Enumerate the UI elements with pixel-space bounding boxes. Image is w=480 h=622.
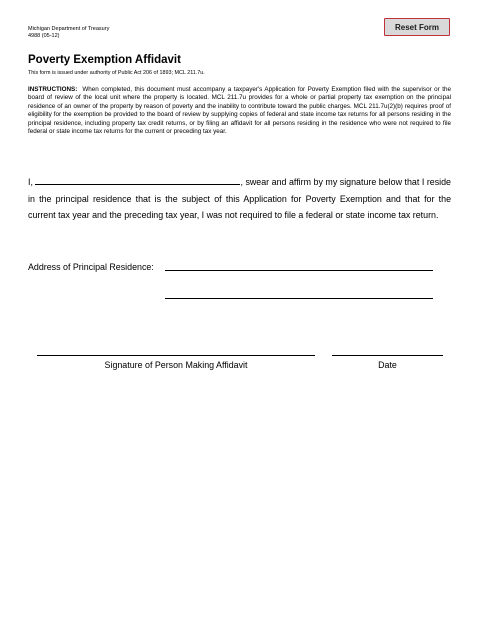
affirm-prefix: I, [28, 177, 33, 187]
address-label: Address of Principal Residence: [28, 262, 154, 272]
instructions-paragraph [28, 86, 451, 136]
name-field[interactable] [35, 175, 240, 185]
agency-name: Michigan Department of Treasury [28, 26, 110, 32]
instructions-label: INSTRUCTIONS: [28, 86, 78, 93]
affirmation-paragraph [28, 174, 451, 224]
date-field[interactable] [332, 355, 443, 356]
signature-label: Signature of Person Making Affidavit [104, 360, 248, 370]
authority-note: This form is issued under authority of Public Act 206 of 1893; MCL 211.7u. [28, 70, 205, 76]
date-label: Date [378, 360, 397, 370]
page-title: Poverty Exemption Affidavit [28, 54, 181, 66]
form-header-info [28, 26, 109, 40]
reset-form-button[interactable]: Reset Form [384, 18, 450, 36]
address-field-line-2[interactable] [165, 298, 433, 299]
form-number: 4988 (05-12) [28, 33, 60, 39]
address-field-line-1[interactable] [165, 270, 433, 271]
affirm-text: , swear and affirm by my signature below that I reside in the principal residence that is the subject of this Application for Poverty Exemption and that for the current tax year and the preceding tax year, I was not required to file a federal or state income tax return. [28, 177, 451, 220]
instructions-text: When completed, this document must accompany a taxpayer's Application for Poverty Exemption filed with the supervisor or the board of review of the local unit where the property is located. MCL 211.7u provides for a whole or partial property tax exemption on the principal residence of an owner of the property by reason of poverty and the inability to contribute toward the public charges. MCL 211.7u(2)(b) requires proof of eligibility for the exemption be provided to the board of review by supplying copies of federal and state income tax returns for all persons residing in the principal residence, including property tax credit returns, or by filing an affidavit for all persons residing in the residence who were not required to file federal or state income tax returns for the current or preceding tax year. [28, 86, 451, 136]
signature-field[interactable] [37, 355, 315, 356]
